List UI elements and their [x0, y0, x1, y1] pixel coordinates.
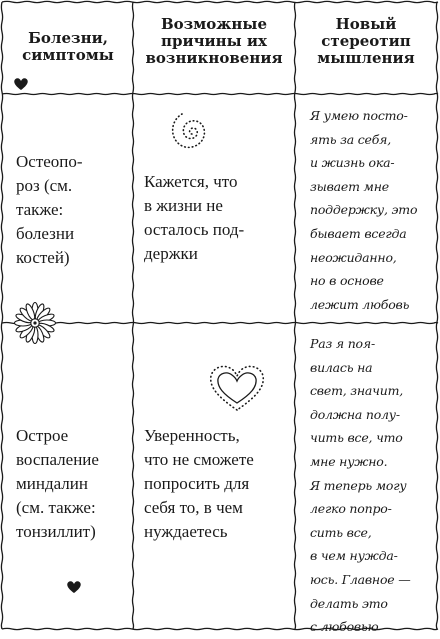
- dotted-heart-icon: [206, 360, 268, 416]
- header-diseases: Болезни, симптомы: [22, 29, 114, 64]
- row2-disease: Острое воспаление миндалин (см. также: тонзиллит): [16, 426, 99, 541]
- row2-cause: Уверенность, что не сможете попросить для себя то, в чем нуждаетесь: [144, 426, 254, 541]
- row1-cause: Кажется, что в жизни не осталось под- держки: [144, 172, 245, 263]
- heart-icon: [66, 580, 82, 594]
- row1-disease: Остеопо- роз (см. также: болезни костей): [16, 152, 83, 267]
- header-new-pattern: Новый стереотип мышления: [317, 15, 415, 67]
- row1-pattern: Я умею посто- ять за себя, и жизнь ока- зывает мне поддержку, это бывает всегда неожиданно, но в основе лежит любовь: [310, 108, 418, 312]
- daisy-icon: [12, 300, 58, 346]
- header-causes: Возможные причины их возникновения: [145, 15, 283, 67]
- heart-icon: [13, 77, 29, 91]
- row2-pattern: Раз я поя- вилась на свет, значит, должна полу- чить все, что мне нужно. Я теперь могу легко попро- сить все, в чем нужда- юсь. Главное — делать это с любовью: [310, 336, 411, 635]
- spiral-icon: [164, 104, 220, 160]
